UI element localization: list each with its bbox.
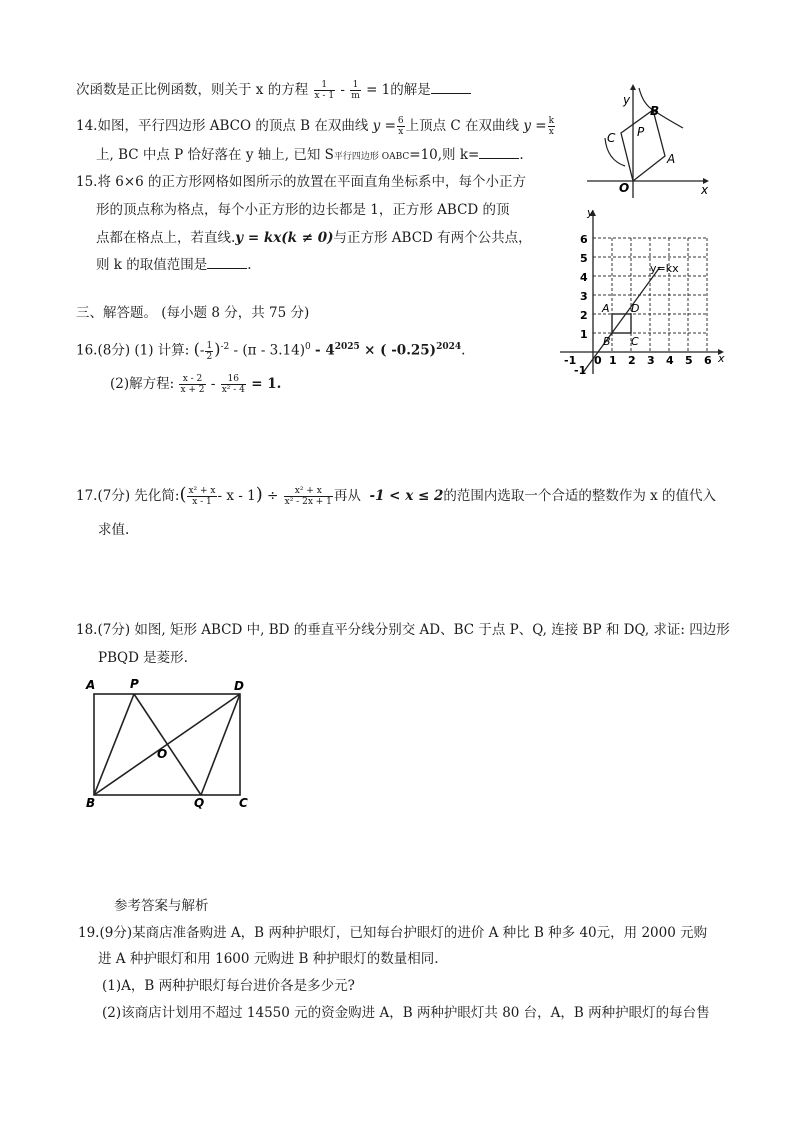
svg-text:4: 4 [580, 271, 588, 284]
fig15-label-b: B [603, 335, 611, 348]
q18-line-2: PBQD 是菱形. [98, 650, 188, 666]
fig18-label-q: Q [194, 796, 205, 810]
fig14-label-b: B [650, 104, 660, 118]
fig15-label-a: A [602, 302, 610, 315]
figure-q14 [585, 80, 715, 205]
fig18-label-p: P [130, 677, 139, 691]
answer-blank[interactable] [207, 256, 247, 269]
fig18-label-a: A [86, 678, 96, 692]
svg-text:5: 5 [580, 252, 588, 265]
q16-line-2: (2)解方程: $\frac{x - 2}{x + 2}$ - $\frac{16}{\text{x² - 4}}$ = 1. [110, 374, 282, 395]
fig14-label-c: C [607, 131, 616, 145]
svg-text:-1: -1 [564, 354, 577, 367]
svg-text:2: 2 [628, 354, 636, 367]
fig15-label-d: D [631, 302, 640, 315]
fig15-label-y: y [587, 206, 594, 219]
q19-line-3: (1)A，B 两种护眼灯每台进价各是多少元? [102, 978, 355, 994]
q19-line-4: (2)该商店计划用不超过 14550 元的资金购进 A，B 两种护眼灯共 80 台，A，B 两种护眼灯的每台售 [102, 1005, 710, 1021]
figure-q18 [84, 674, 259, 814]
svg-text:1: 1 [580, 328, 588, 341]
fig18-label-o: O [157, 747, 168, 761]
figure-q15 [560, 204, 730, 382]
fig18-label-c: C [239, 796, 248, 810]
answer-blank[interactable] [431, 81, 471, 94]
answer-heading: 参考答案与解析 [114, 898, 209, 914]
svg-text:5: 5 [685, 354, 693, 367]
q19-line-1: 19.(9分)某商店准备购进 A，B 两种护眼灯，已知每台护眼灯的进价 A 种比 B 种多 40元，用 2000 元购 [78, 925, 708, 941]
fig14-label-a: A [667, 152, 676, 166]
section-heading: 三、解答题。 (每小题 8 分，共 75 分) [76, 305, 310, 321]
line-pq [134, 694, 201, 795]
q16-line-1: 16.(8分) (1) 计算: (- $\frac{1}{2}$ )$^{-2} - (\pi - 3.14)^0 - 4^{2025}$ × ( -0.25)$^{2024}$. [76, 339, 466, 362]
svg-text:2: 2 [580, 309, 588, 322]
fig15-neg1-y: -1 [574, 364, 587, 377]
fig15-label-c: C [631, 335, 639, 348]
svg-text:1: 1 [609, 354, 617, 367]
svg-text:6: 6 [704, 354, 712, 367]
q15-line-1: 15.将 6×6 的正方形网格如图所示的放置在平面直角坐标系中，每个小正方 [76, 174, 527, 190]
svg-text:0: 0 [594, 354, 602, 367]
svg-text:6: 6 [580, 233, 588, 246]
fig14-label-o: O [619, 181, 630, 195]
fig18-label-b: B [86, 796, 96, 810]
q13-fraction-1: $\frac{1}{x - 1}$ [314, 80, 335, 101]
q15-line-4: 则 k 的取值范围是 . [96, 257, 252, 273]
svg-text:4: 4 [666, 354, 674, 367]
line-dq [201, 694, 240, 795]
line-bp [94, 694, 134, 795]
q14-line-2: 上, BC 中点 P 恰好落在 y 轴上, 已知 S平行四边形 OABC=10,则 k= . [96, 147, 524, 163]
fig15-line-label: y=kx [650, 262, 679, 275]
q15-line-3: 点都在格点上，若直线.y = kx(k ≠ 0)与正方形 ABCD 有两个公共点， [96, 230, 532, 246]
q14-line-1: 14.如图，平行四边形 ABCO 的顶点 B 在双曲线 y = $\frac{6}{x}$ 上顶点 C 在双曲线 y = $\frac{k}{x}$ [76, 116, 555, 137]
answer-blank[interactable] [479, 146, 519, 159]
fig14-label-x: x [701, 183, 709, 197]
parallelogram-abco [621, 110, 665, 181]
q18-line-1: 18.(7分) 如图, 矩形 ABCD 中, BD 的垂直平分线分别交 AD、BC 于点 P、Q, 连接 BP 和 DQ, 求证: 四边形 [76, 622, 730, 638]
fig14-label-p: P [637, 125, 645, 139]
fig18-label-d: D [234, 679, 244, 693]
q13-line: 次函数是正比例函数，则关于 x 的方程 $\frac{1}{x - 1}$ - $\frac{1}{m}$ = 1的解是 [76, 80, 471, 101]
q19-line-2: 进 A 种护眼灯和用 1600 元购进 B 种护眼灯的数量相同. [98, 951, 439, 967]
square-abcd [612, 314, 631, 333]
y-tick-labels [580, 233, 588, 341]
svg-text:3: 3 [647, 354, 655, 367]
svg-text:3: 3 [580, 290, 588, 303]
fig15-label-x: x [718, 352, 725, 365]
q17-line-2: 求值. [98, 522, 130, 538]
q17-line-1: 17.(7分) 先化简:( $\frac{\text{x² + x}}{x - 1}$ - x - 1) ÷ $\frac{\text{x² + x}}{\text{x² - 2x + 1}}$ 再从 -1 < x ≤ 2的范围内选取一个合适的整数作为 x 的值代入 [76, 484, 717, 507]
q13-fraction-2: $\frac{1}{m}$ [351, 80, 360, 101]
hyperbola-right [639, 88, 683, 128]
fig14-label-y: y [623, 93, 631, 107]
q15-line-2: 形的顶点称为格点，每个小正方形的边长都是 1，正方形 ABCD 的顶 [96, 202, 510, 218]
